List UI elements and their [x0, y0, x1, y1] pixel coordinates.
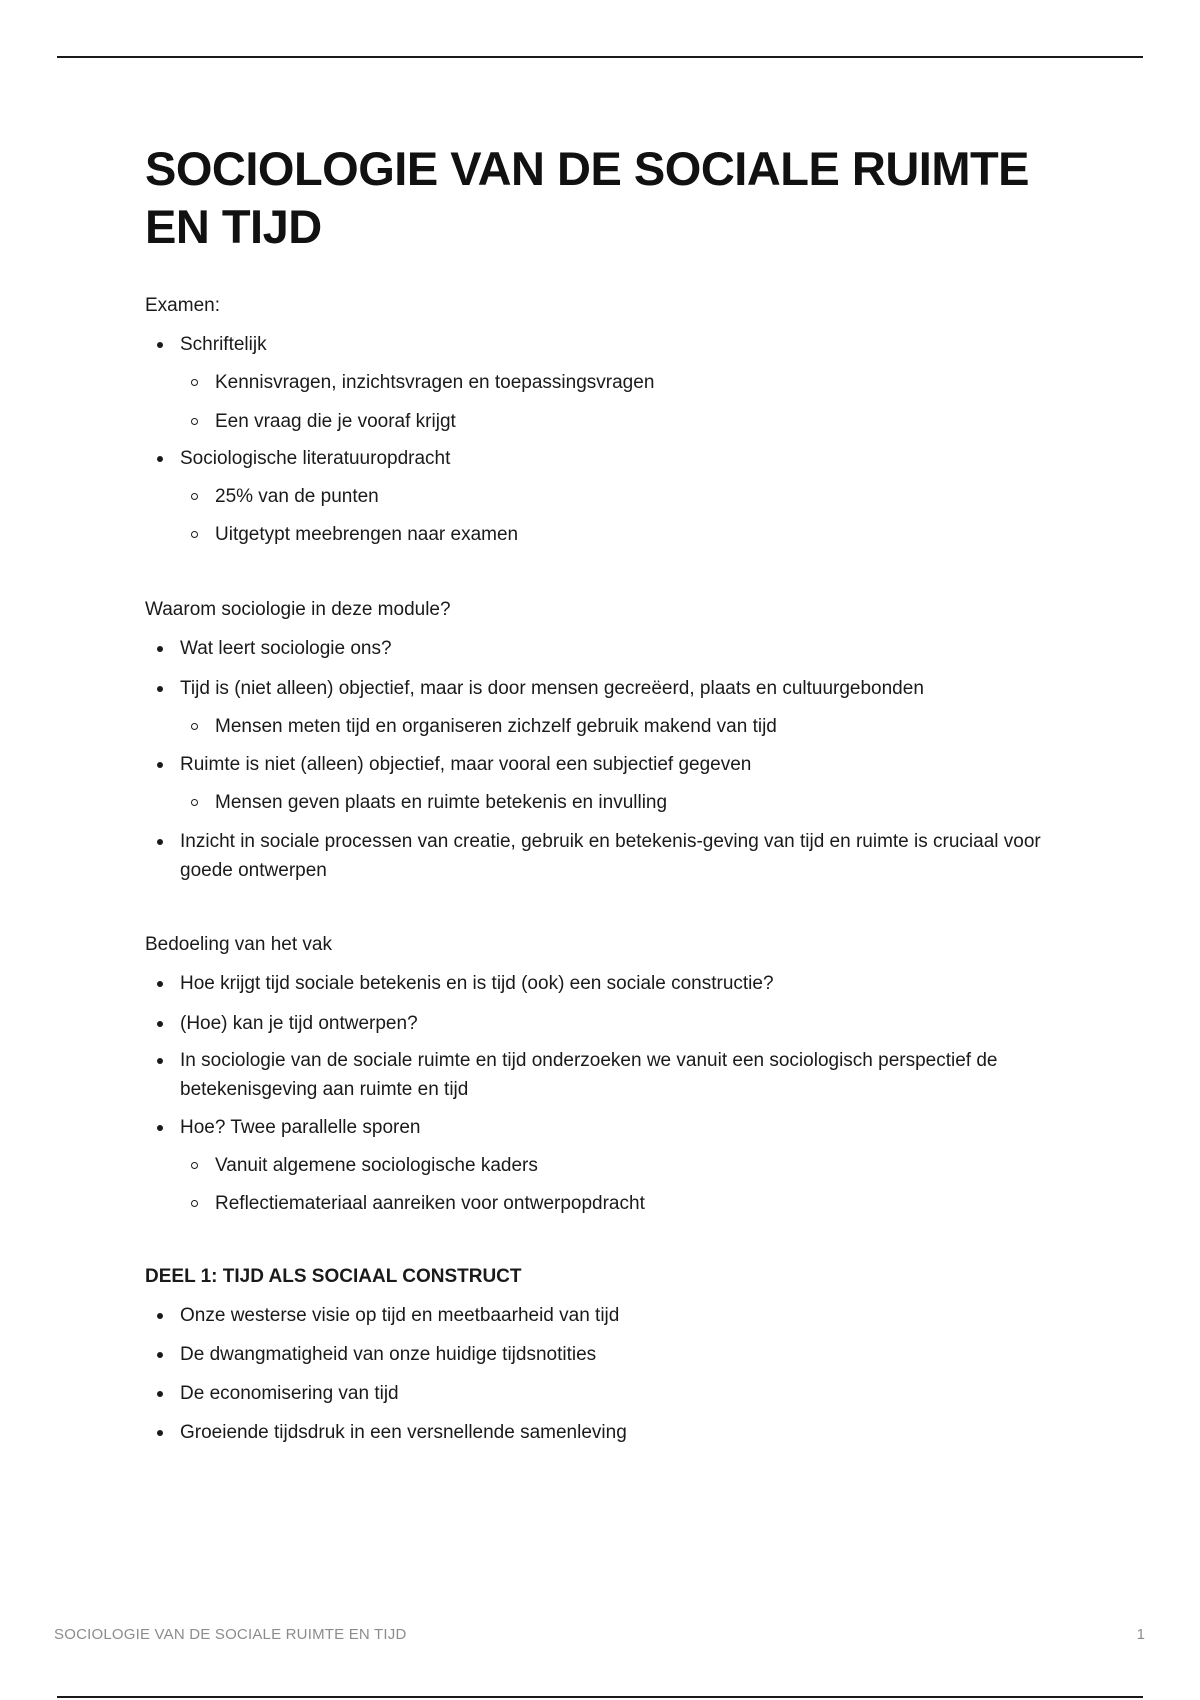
bedoeling-intro: Bedoeling van het vak: [145, 934, 332, 955]
examen-list: [145, 330, 1065, 549]
list-item: Mensen geven plaats en ruimte betekenis en invulling: [145, 788, 1065, 817]
list-item: Inzicht in sociale processen van creatie, gebruik en betekenis-geving van tijd en ruimte is cruciaal voor goede ontwerpen: [145, 827, 1065, 885]
footer-title: SOCIOLOGIE VAN DE SOCIALE RUIMTE EN TIJD: [54, 1626, 407, 1643]
list-item: Hoe krijgt tijd sociale betekenis en is tijd (ook) een sociale constructie?: [145, 969, 1065, 998]
list-item: Wat leert sociologie ons?: [145, 634, 1065, 663]
list-item: Een vraag die je vooraf krijgt: [145, 407, 1065, 436]
list-item: Kennisvragen, inzichtsvragen en toepassingsvragen: [145, 368, 1065, 397]
list-item: Hoe? Twee parallelle sporen: [145, 1113, 1065, 1142]
list-item: (Hoe) kan je tijd ontwerpen?: [145, 1009, 1065, 1038]
deel1-list: [145, 1301, 1065, 1447]
list-item: De dwangmatigheid van onze huidige tijdsnotities: [145, 1340, 1065, 1369]
page-title: SOCIOLOGIE VAN DE SOCIALE RUIMTE EN TIJD: [145, 142, 1030, 253]
list-item: Uitgetypt meebrengen naar examen: [145, 520, 1065, 549]
top-rule: [57, 56, 1143, 58]
list-item: Schriftelijk: [145, 330, 1065, 359]
list-item: De economisering van tijd: [145, 1379, 1065, 1408]
deel1-heading: DEEL 1: TIJD ALS SOCIAAL CONSTRUCT: [145, 1266, 522, 1287]
examen-intro: Examen:: [145, 295, 220, 316]
list-item: Onze westerse visie op tijd en meetbaarheid van tijd: [145, 1301, 1065, 1330]
list-item: Mensen meten tijd en organiseren zichzelf gebruik makend van tijd: [145, 712, 1065, 741]
list-item: In sociologie van de sociale ruimte en tijd onderzoeken we vanuit een sociologisch perspectief de betekenisgeving aan ruimte en tijd: [145, 1046, 1065, 1104]
waarom-list: [145, 634, 1065, 885]
list-item: Groeiende tijdsdruk in een versnellende samenleving: [145, 1418, 1065, 1447]
list-item: Vanuit algemene sociologische kaders: [145, 1151, 1065, 1180]
list-item: Tijd is (niet alleen) objectief, maar is door mensen gecreëerd, plaats en cultuurgebonden: [145, 674, 1065, 703]
list-item: Sociologische literatuuropdracht: [145, 444, 1065, 473]
bedoeling-list: [145, 969, 1065, 1218]
waarom-intro: Waarom sociologie in deze module?: [145, 599, 451, 620]
document-body: [145, 140, 1065, 1447]
bottom-rule: [57, 1696, 1143, 1698]
list-item: Reflectiemateriaal aanreiken voor ontwerpopdracht: [145, 1189, 1065, 1218]
page-number: 1: [1136, 1626, 1145, 1643]
list-item: Ruimte is niet (alleen) objectief, maar vooral een subjectief gegeven: [145, 750, 1065, 779]
list-item: 25% van de punten: [145, 482, 1065, 511]
